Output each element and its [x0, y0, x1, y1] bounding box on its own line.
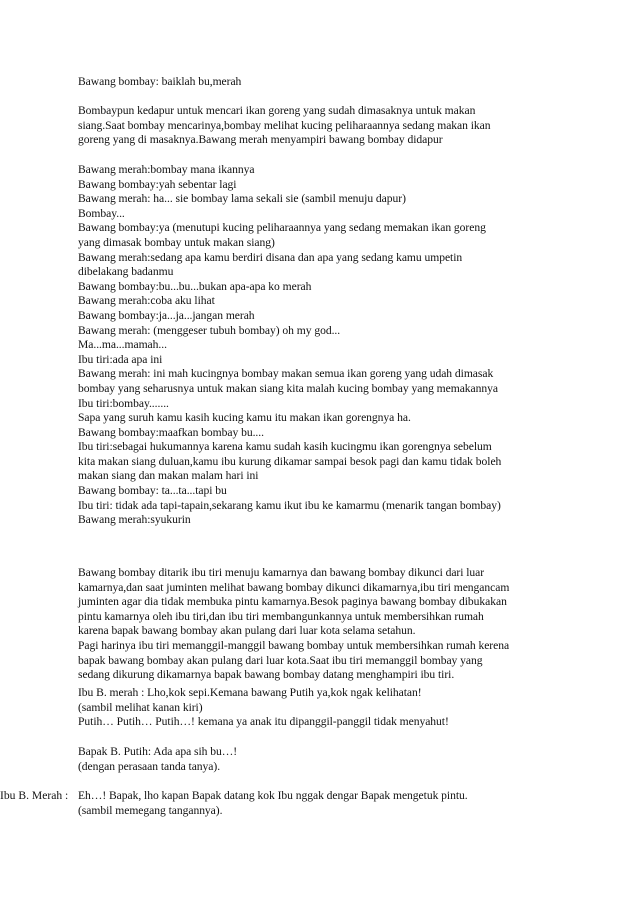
speaker-label: Ibu B. Merah :: [0, 789, 69, 802]
text-line: Bawang merah:sedang apa kamu berdiri disana dan apa yang sedang kamu umpetin: [78, 250, 463, 264]
dialogue-block: [78, 163, 568, 528]
text-line: Bawang bombay: baiklah bu,merah: [78, 75, 242, 88]
text-line: Ibu tiri:ada apa ini: [78, 352, 163, 366]
text-line: Pagi harinya ibu tiri memanggil-manggil bawang bombay untuk membersihkan rumah kerena: [78, 638, 510, 652]
text-line: kamarnya,dan saat juminten melihat bawang bombay dikunci dikamarnya,ibu tiri mengancam: [78, 580, 510, 594]
text-line: Eh…! Bapak, lho kapan Bapak datang kok Ibu nggak dengar Bapak mengetuk pintu.: [78, 789, 468, 802]
paragraph-2: [78, 104, 568, 148]
text-line: bapak bawang bombay akan pulang dari luar kota.Saat ibu tiri memanggil bombay yang: [78, 653, 483, 667]
text-line: Putih… Putih… Putih…! kemana ya anak itu dipanggil-panggil tidak menyahut!: [78, 715, 449, 729]
text-line: (dengan perasaan tanda tanya).: [78, 759, 221, 773]
text-line: Bawang merah:bombay mana ikannya: [78, 163, 255, 176]
paragraph-ibu-merah-2: [78, 789, 568, 818]
text-line: Bawang merah: (menggeser tubuh bombay) oh my god...: [78, 323, 341, 337]
text-line: makan siang dan makan malam hari ini: [78, 469, 259, 483]
text-line: Bawang bombay:bu...bu...bukan apa-apa ko merah: [78, 279, 312, 293]
text-line: Bawang bombay:ja...ja...jangan merah: [78, 308, 255, 322]
text-line: kita makan siang duluan,kamu ibu kurung dikamar sampai besok pagi dan kamu tidak boleh: [78, 454, 502, 468]
text-line: sedang dikurung dikamarnya bapak bawang bombay datang menghampiri ibu tiri.: [78, 668, 455, 682]
text-line: (sambil melihat kanan kiri): [78, 700, 203, 714]
paragraph-narration: [78, 566, 568, 683]
text-line: (sambil memegang tangannya).: [78, 803, 223, 817]
text-line: Bombaypun kedapur untuk mencari ikan goreng yang sudah dimasaknya untuk makan: [78, 104, 476, 117]
text-line: Ibu tiri:sebagai hukumannya karena kamu sudah kasih kucingmu ikan gorengnya sebelum: [78, 440, 492, 454]
paragraph-1: [78, 75, 568, 90]
paragraph-ibu-merah: [78, 686, 568, 730]
text-line: bombay yang seharusnya untuk makan siang kita malah kucing bombay yang memakannya: [78, 381, 498, 395]
text-line: Bawang merah: ini mah kucingnya bombay makan semua ikan goreng yang udah dimasak: [78, 367, 494, 381]
text-line: Bawang bombay:ya (menutupi kucing peliharaannya yang sedang memakan ikan goreng: [78, 221, 486, 235]
text-line: goreng yang di masaknya.Bawang merah menyampiri bawang bombay didapur: [78, 133, 443, 147]
text-line: pintu kamarnya oleh ibu tiri,dan ibu tiri membangunkannya untuk membersihkan rumah: [78, 609, 484, 623]
text-line: Sapa yang suruh kamu kasih kucing kamu itu makan ikan gorengnya ha.: [78, 411, 411, 425]
text-line: Ibu tiri: tidak ada tapi-tapain,sekarang kamu ikut ibu ke kamarmu (menarik tangan bombay): [78, 498, 501, 512]
text-line: Bawang merah:syukurin: [78, 513, 191, 527]
text-line: Bawang merah:coba aku lihat: [78, 294, 215, 308]
text-line: yang dimasak bombay untuk makan siang): [78, 235, 275, 249]
text-line: Bombay...: [78, 206, 125, 220]
text-line: Ibu tiri:bombay.......: [78, 396, 169, 410]
text-line: Bawang merah: ha... sie bombay lama sekali sie (sambil menuju dapur): [78, 192, 406, 206]
text-line: dibelakang badanmu: [78, 265, 174, 279]
text-line: Bawang bombay ditarik ibu tiri menuju kamarnya dan bawang bombay dikunci dari luar: [78, 566, 485, 579]
text-line: Ibu B. merah : Lho,kok sepi.Kemana bawang Putih ya,kok ngak kelihatan!: [78, 686, 422, 699]
text-line: juminten agar dia tidak membuka pintu kamarnya.Besok paginya bawang bombay dibukakan: [78, 595, 507, 609]
text-line: Bapak B. Putih: Ada apa sih bu…!: [78, 745, 238, 758]
text-line: siang.Saat bombay mencarinya,bombay melihat kucing peliharaannya sedang makan ikan: [78, 118, 491, 132]
text-line: Bawang bombay:yah sebentar lagi: [78, 177, 237, 191]
text-line: Bawang bombay:maafkan bombay bu....: [78, 425, 264, 439]
text-line: karena bapak bawang bombay akan pulang dari luar kota selama setahun.: [78, 624, 416, 638]
text-line: Bawang bombay: ta...ta...tapi bu: [78, 484, 227, 498]
paragraph-bapak-putih: [78, 745, 568, 774]
text-line: Ma...ma...mamah...: [78, 338, 167, 352]
